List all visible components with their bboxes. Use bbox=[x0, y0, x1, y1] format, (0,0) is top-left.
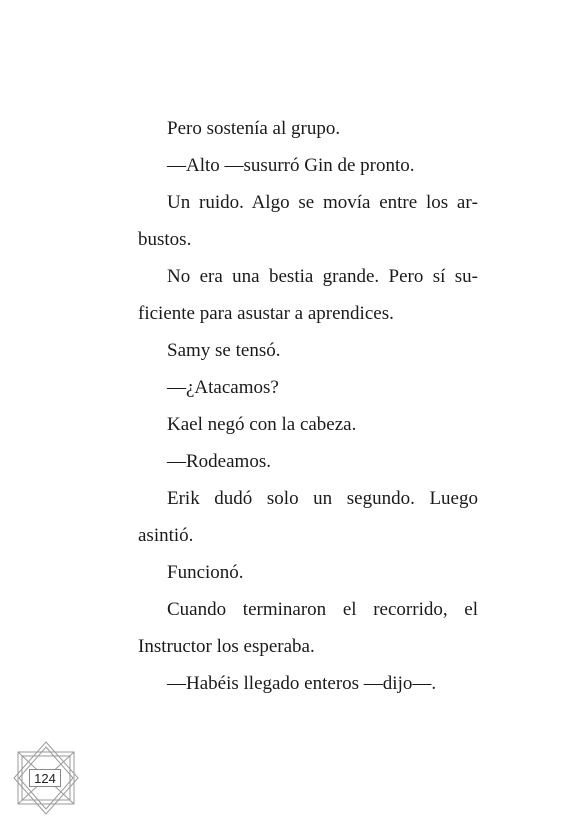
paragraph-6: —¿Atacamos? bbox=[167, 377, 279, 398]
paragraph-7: Kael negó con la cabeza. bbox=[167, 414, 357, 435]
page-number: 124 bbox=[29, 769, 61, 787]
page-number-ornament bbox=[12, 740, 80, 816]
paragraph-2: —Alto —susurró Gin de pronto. bbox=[167, 155, 415, 176]
paragraph-3: Un ruido. Algo se movía entre los arbustos. bbox=[138, 192, 478, 250]
body-text bbox=[138, 110, 478, 702]
paragraph-1: Pero sostenía al grupo. bbox=[167, 118, 341, 139]
paragraph-8: —Rodeamos. bbox=[167, 451, 271, 472]
paragraph-9: Erik dudó solo un segundo. Luego asintió. bbox=[138, 488, 478, 546]
paragraph-4: No era una bestia grande. Pero sí suficiente para asustar a aprendices. bbox=[138, 266, 478, 324]
paragraph-11: Cuando terminaron el recorrido, el Instructor los esperaba. bbox=[138, 599, 478, 657]
paragraph-12: —Habéis llegado enteros —dijo—. bbox=[167, 673, 437, 694]
paragraph-5: Samy se tensó. bbox=[167, 340, 281, 361]
paragraph-10: Funcionó. bbox=[167, 562, 244, 583]
